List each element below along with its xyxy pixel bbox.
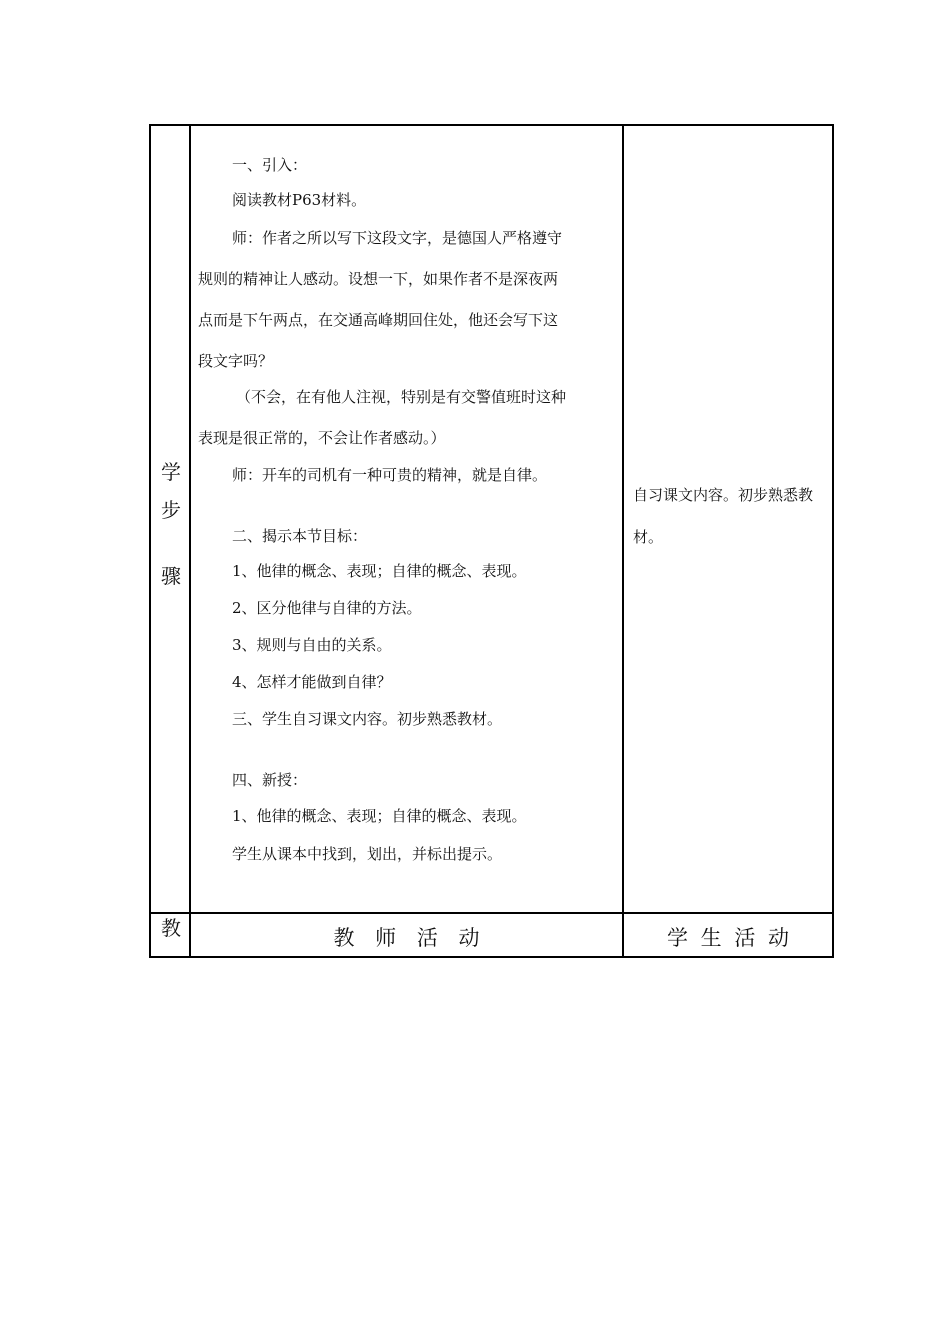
answer-line-2: 表现是很正常的，不会让作者感动。）	[198, 429, 446, 447]
new-lesson-item-1: 1、他律的概念、表现；自律的概念、表现。	[232, 807, 527, 825]
goal-2: 2、区分他律与自律的方法。	[232, 599, 422, 617]
header-row-top-border	[149, 912, 834, 914]
side-label-char-3: 骤	[161, 564, 181, 588]
table-top-border	[149, 124, 834, 126]
teacher-activity-header: 教 师 活 动	[333, 926, 480, 950]
teacher-summary: 师：开车的司机有一种可贵的精神，就是自律。	[232, 466, 548, 484]
student-activity-header: 学 生 活 动	[666, 926, 790, 950]
side-column-divider	[189, 124, 191, 958]
student-activity-note: 自习课文内容。初步熟悉教材。	[633, 486, 814, 546]
side-label-char-1: 学	[161, 460, 181, 484]
teacher-question-line-2: 规则的精神让人感动。设想一下，如果作者不是深夜两	[198, 270, 559, 288]
side-label-bottom-char: 教	[161, 916, 181, 940]
answer-line-1: （不会，在有他人注视，特别是有交警值班时这种	[236, 388, 567, 406]
goals-heading: 二、揭示本节目标：	[232, 527, 368, 545]
reading-line: 阅读教材P63材料。	[232, 191, 367, 209]
teacher-question-line-1: 师：作者之所以写下这段文字，是德国人严格遵守	[232, 229, 563, 247]
intro-heading: 一、引入：	[232, 156, 308, 174]
new-lesson-heading: 四、新授：	[232, 771, 308, 789]
goal-3: 3、规则与自由的关系。	[232, 636, 392, 654]
goal-4: 4、怎样才能做到自律？	[232, 673, 392, 691]
table-bottom-border	[149, 956, 834, 958]
self-study-line: 三、学生自习课文内容。初步熟悉教材。	[232, 710, 503, 728]
teacher-question-line-4: 段文字吗？	[198, 352, 274, 370]
new-lesson-instruction: 学生从课本中找到，划出，并标出提示。	[232, 845, 503, 863]
student-column-divider	[622, 124, 624, 958]
side-label-char-2: 步	[161, 498, 181, 522]
teacher-question-line-3: 点而是下午两点，在交通高峰期回住处，他还会写下这	[198, 311, 559, 329]
table-left-border	[149, 124, 151, 958]
goal-1: 1、他律的概念、表现；自律的概念、表现。	[232, 562, 527, 580]
table-right-border	[832, 124, 834, 958]
